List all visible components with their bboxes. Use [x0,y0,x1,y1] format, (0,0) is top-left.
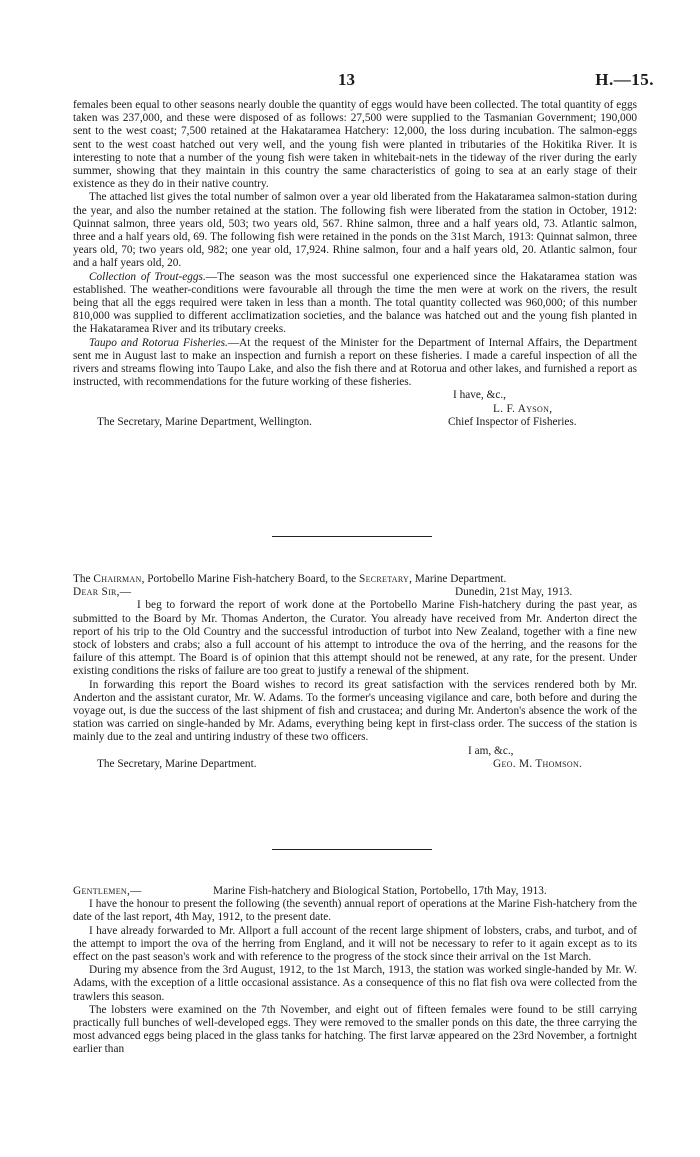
letter-heading: The Chairman, Portobello Marine Fish-hatchery Board, to the Secretary, Marine Department. [73,573,507,585]
signer-name: L. F. Ayson, [493,402,553,415]
paragraph: I have the honour to present the following (the seventh) annual report of operations at the Marine Fish-hatchery from the date of the last report, 4th May, 1912, to the present date. [73,898,637,924]
salutation: Gentlemen,— [73,885,142,897]
salutation-row [73,586,637,599]
subheading: Taupo and Rotorua Fisheries. [89,336,228,349]
paragraph: During my absence from the 3rd August, 1912, to the 1st March, 1913, the station was worked single-handed by Mr. W. Adams, with the exception of a little occasional assistance. As a consequence of this no flat fish ova were collected from the trawlers this season. [73,964,637,1003]
addressee: The Secretary, Marine Department, Wellington. [97,415,312,428]
report-heading: Marine Fish-hatchery and Biological Station, Portobello, 17th May, 1913. [213,885,547,897]
curator-report [73,885,637,1057]
salutation: Dear Sir,— [73,586,132,599]
signer-name: Geo. M. Thomson. [493,757,583,770]
paragraph-text: —The season was the most successful one experienced since the Hakataramea station was established. The weather-conditions were favourable all through the time the men were at work on the rivers, the result being that all the eggs required were taken in less than a month. The total quantity collected was 960,000; of this number 810,000 was supplied to different acclimatization societies, and the balance was hatched out and the young fish planted in the Hakataramea River and its tributary creeks. [73,270,638,336]
addressee: The Secretary, Marine Department. [97,757,257,770]
chairman-letter [73,573,637,771]
letter-date: Dunedin, 21st May, 1913. [455,586,573,599]
paragraph-text: —At the request of the Minister for the Department of Internal Affairs, the Department sent me in August last to make an inspection and furnish a report on these fisheries. I made a careful inspection of all the rivers and streams flowing into Taupo Lake, and also the fish there and at Rotorua and other lakes, and furnished a report as instructed, with recommendations for the future working of these fisheries. [73,336,637,389]
subheading: Collection of Trout-eggs. [89,270,206,283]
closing-row [73,745,637,758]
paragraph: I beg to forward the report of work done at the Portobello Marine Fish-hatchery during the past year, as submitted to the Board by Mr. Thomas Anderton, the Curator. You already have received from Mr. Anderton direct the report of his trip to the Old Country and the successful introduction of turbot into New Zealand, together with a fine new stock of lobsters and crabs; also a full account of his attempt to introduce the ova of the herring, and the reasons for the failure of this attempt. The Board is of opinion that this attempt should not be renewed, at any rate, for the present. Under existing conditions the risks of failure are too great to justify a renewal of the shipment. [73,599,637,678]
section-divider [272,536,432,537]
paragraph: females been equal to other seasons nearly double the quantity of eggs would have been collected. The total quantity of eggs taken was 237,000, and these were disposed of as follows: 27,500 were supplied to the Tasmanian Government; 190,000 sent to the west coast; 7,500 retained at the Hakataramea Hatchery: 12,000, the loss during incubation. The salmon-eggs sent to the west coast hatched out very well, and the young fish were planted in tributaries of the Hokitika River. It is interesting to note that a number of the young fish were taken in whitebait-nets in the tideway of the river during the early summer, showing that they maintain in this country the same characteristics of going to sea at an early stage of their existence as they do in their native country. [73,99,637,191]
paragraph: In forwarding this report the Board wishes to record its great satisfaction with the services rendered both by Mr. Anderton and the assistant curator, Mr. W. Adams. To the former's unceasing vigilance and care, both before and during the voyage out, is due the success of the last shipment of fish and crustacea; and during Mr. Anderton's absence the work of the station was carried on single-handed by Mr. Adams, everything being kept in first-class order. The success of the station is mainly due to the zeal and untiring industry of these two officers. [73,678,637,744]
section-divider [272,849,432,850]
paragraph [73,337,637,390]
inspector-report [73,99,637,429]
signer-row [73,403,637,416]
closing: I have, &c., [453,389,507,402]
signer-row [73,758,637,771]
document-reference: H.—15. [595,70,654,89]
closing: I am, &c., [468,744,514,757]
signer-title: Chief Inspector of Fisheries. [448,415,577,428]
addressee-row [73,416,637,429]
paragraph [73,271,637,337]
paragraph: The lobsters were examined on the 7th November, and eight out of fifteen females were found to be still carrying practically full bunches of well-developed eggs. They were removed to the smaller ponds on this date, the three carrying the most advanced eggs being placed in the glass tanks for hatching. The first larvæ appeared on the 23rd November, a fortnight earlier than [73,1003,637,1056]
paragraph: I have already forwarded to Mr. Allport a full account of the recent large shipment of lobsters, crabs, and turbot, and of the attempt to import the ova of the herring from England, and it will not be necessary to refer to it again except as to its effect on the past season's work and with reference to the progress of the stock since their arrival on the 1st March. [73,924,637,963]
report-heading-row [73,885,637,898]
closing-row [73,389,637,402]
paragraph: The attached list gives the total number of salmon over a year old liberated from the Hakataramea salmon-station during the year, and also the number retained at the station. The following fish were liberated from the station in October, 1912: Quinnat salmon, three years old, 503; two years old, 567. Rhine salmon, three and a half years old, 73. Atlantic salmon, three and a half years old, 69. The following fish were retained in the ponds on the 31st March, 1913: Quinnat salmon, three years old, 70; two years old, 982; one year old, 17,924. Rhine salmon, four and a half years old, 20. Atlantic salmon, four and a half years old, 20. [73,191,637,270]
page-number: 13 [338,70,355,89]
